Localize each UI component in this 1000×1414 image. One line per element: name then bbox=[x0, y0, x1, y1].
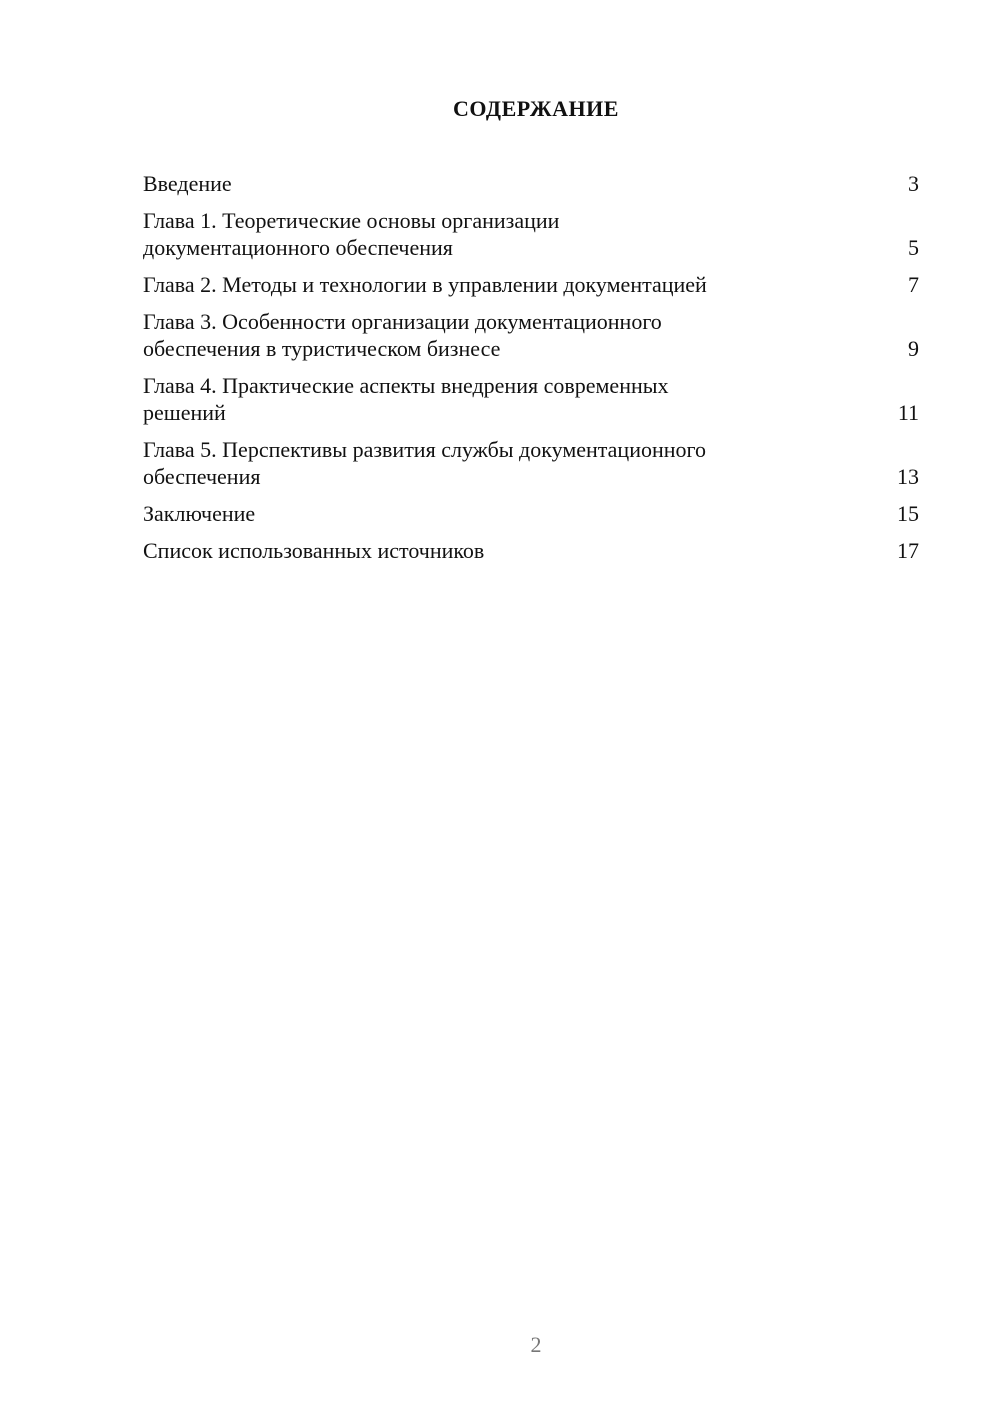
toc-entry-text: Введение bbox=[143, 171, 232, 196]
page-number: 2 bbox=[530, 1332, 542, 1357]
toc-entry-chapter-2[interactable] bbox=[143, 271, 919, 298]
toc-entry-page: 13 bbox=[897, 464, 919, 489]
toc-entry-text: Список использованных источников bbox=[143, 538, 485, 563]
toc-entry-page: 5 bbox=[908, 235, 919, 260]
toc-entry-page: 3 bbox=[908, 171, 919, 196]
toc-entry-conclusion[interactable] bbox=[143, 500, 919, 527]
toc-entry-page: 17 bbox=[897, 538, 919, 563]
toc-entry-page: 9 bbox=[908, 336, 919, 361]
toc-entry-text: Глава 4. Практические аспекты внедрения современных решений bbox=[143, 373, 669, 425]
toc-entry-text: Глава 5. Перспективы развития службы документационного обеспечения bbox=[143, 437, 706, 489]
toc-entry-chapter-4[interactable] bbox=[143, 372, 919, 426]
toc-entry-page: 15 bbox=[897, 501, 919, 526]
toc-entry-chapter-1[interactable] bbox=[143, 207, 919, 261]
toc-entry-references[interactable] bbox=[143, 537, 919, 564]
toc-entry-introduction[interactable] bbox=[143, 170, 919, 197]
toc-entry-text: Заключение bbox=[143, 501, 256, 526]
toc-entry-text: Глава 2. Методы и технологии в управлении документацией bbox=[143, 272, 707, 297]
toc-entry-chapter-3[interactable] bbox=[143, 308, 919, 362]
toc-entry-chapter-5[interactable] bbox=[143, 436, 919, 490]
toc-entry-page: 11 bbox=[897, 400, 919, 425]
page-title: СОДЕРЖАНИЕ bbox=[453, 96, 619, 121]
toc-entry-text: Глава 1. Теоретические основы организации документационного обеспечения bbox=[143, 208, 560, 260]
toc-entry-text: Глава 3. Особенности организации документационного обеспечения в туристическом бизнесе bbox=[143, 309, 662, 361]
table-of-contents bbox=[143, 170, 919, 574]
toc-entry-page: 7 bbox=[908, 272, 919, 297]
